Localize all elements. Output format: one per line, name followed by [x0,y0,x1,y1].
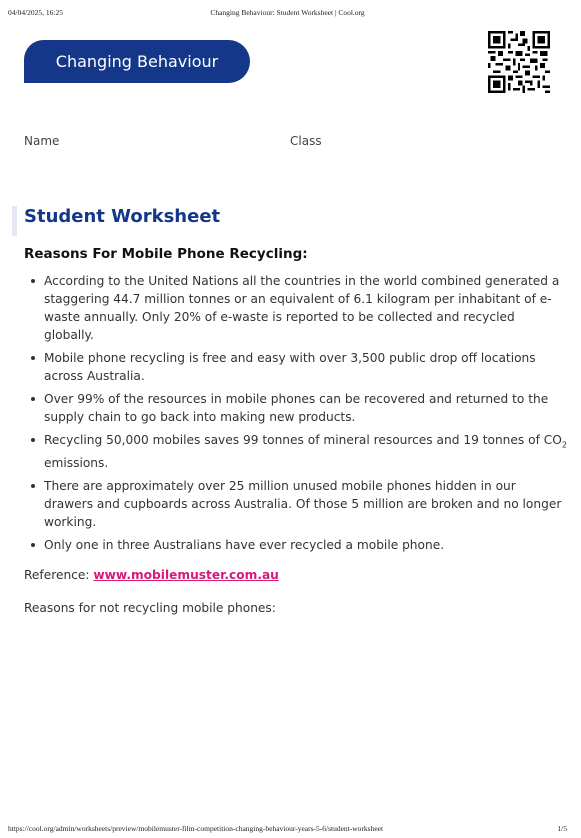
class-label: Class [290,134,322,148]
qr-code-icon [488,31,550,93]
print-footer [8,824,567,833]
list-item: Mobile phone recycling is free and easy with over 3,500 public drop off locations across Australia. [44,349,568,385]
reasons-list [24,272,568,559]
not-recycling-prompt: Reasons for not recycling mobile phones: [24,601,276,615]
title-banner: Changing Behaviour [24,40,250,83]
list-item: According to the United Nations all the countries in the world combined generated a staggering 44.7 million tonnes or an equivalent of 6.1 kilogram per inhabitant of e-waste annually. Only 20% of e-waste is reported to be collected and recycled globally. [44,272,568,344]
name-label: Name [24,134,60,148]
reference [24,568,279,582]
list-item-text: Recycling 50,000 mobiles saves 99 tonnes of mineral resources and 19 tonnes of CO [44,433,562,447]
list-item: Over 99% of the resources in mobile phones can be recovered and returned to the supply chain to go back into making new products. [44,390,568,426]
list-item [44,431,568,472]
list-item: Only one in three Australians have ever recycled a mobile phone. [44,536,568,554]
print-url: https://cool.org/admin/worksheets/preview/mobilemuster-film-competition-changing-behaviour-years-5-6/student-worksheet [8,824,384,833]
reference-link[interactable]: www.mobilemuster.com.au [93,568,279,582]
co2-subscript: 2 [561,440,567,450]
print-datetime: 04/04/2025, 16:25 [8,8,64,17]
list-item-text: emissions. [44,456,109,471]
section-heading: Reasons For Mobile Phone Recycling: [24,246,308,262]
print-page-title: Changing Behaviour: Student Worksheet | Cool.org [210,8,365,17]
title-accent-bar [12,206,17,236]
worksheet-title: Student Worksheet [24,206,221,227]
reference-label: Reference: [24,568,94,582]
print-header [8,8,567,17]
page-number: 1/5 [557,824,567,833]
list-item: There are approximately over 25 million unused mobile phones hidden in our drawers and cupboards across Australia. Of those 5 million are broken and no longer working. [44,477,568,531]
